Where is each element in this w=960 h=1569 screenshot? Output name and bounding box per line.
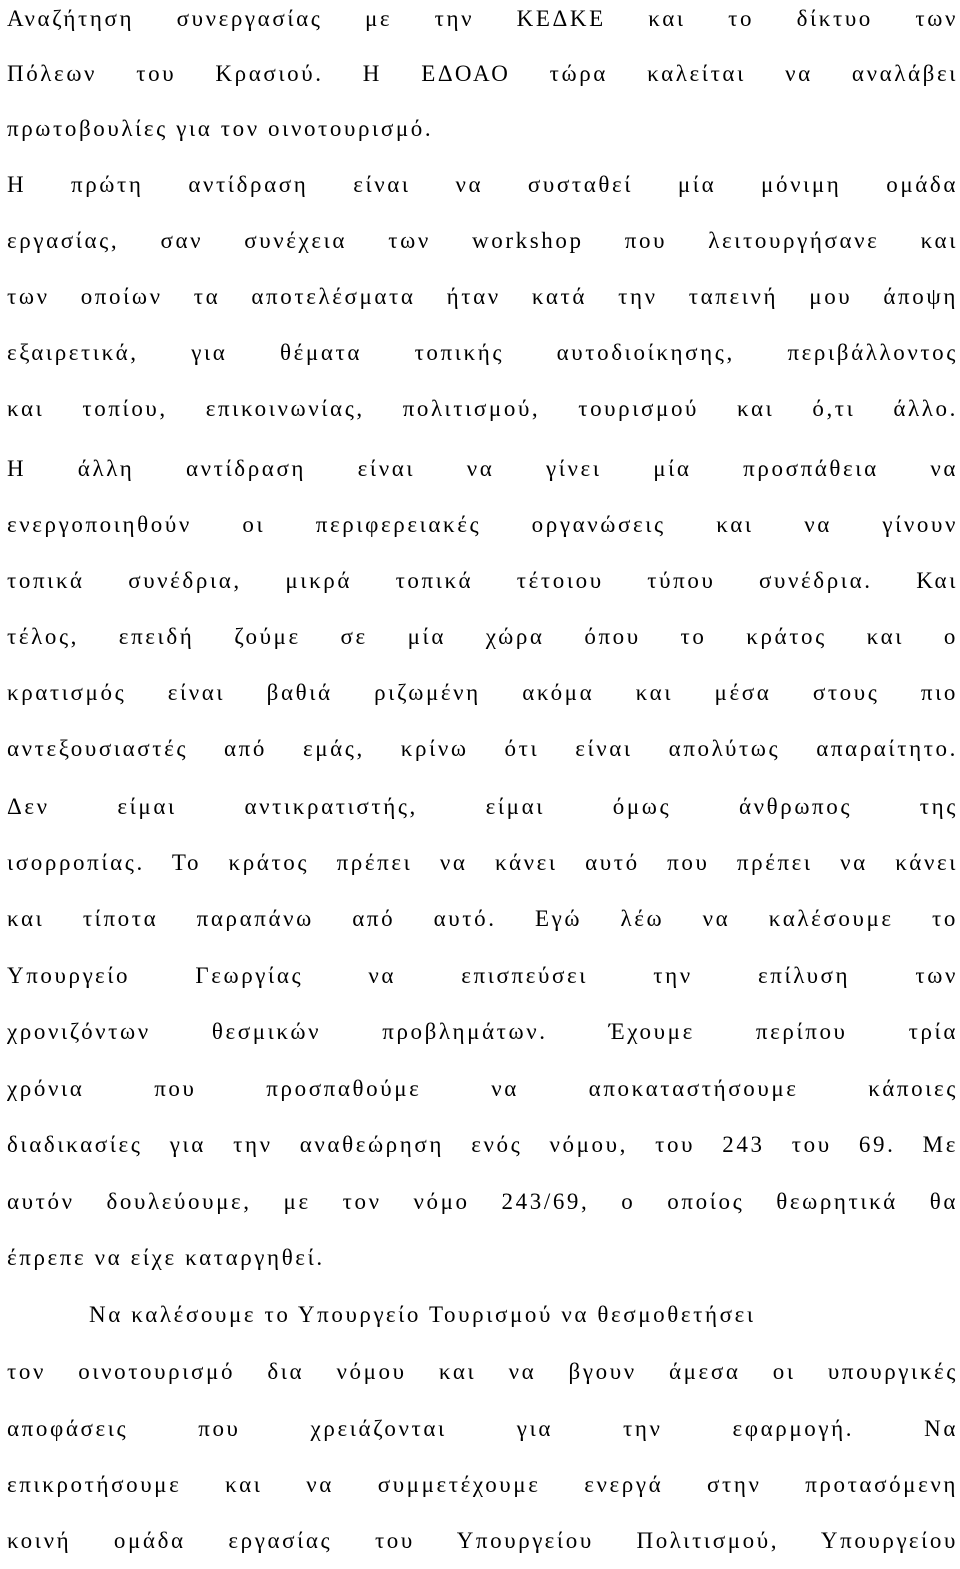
text-line: Αναζήτηση συνεργασίας με την ΚΕΔΚΕ και το δίκτυο των: [7, 6, 958, 31]
text-line: διαδικασίες για την αναθεώρηση ενός νόμου, του 243 του 69. Με: [7, 1132, 958, 1157]
text-line: Η άλλη αντίδραση είναι να γίνει μία προσπάθεια να: [7, 456, 958, 481]
text-line: αποφάσεις που χρειάζονται για την εφαρμογή. Να: [7, 1416, 958, 1441]
text-line: κοινή ομάδα εργασίας του Υπουργείου Πολιτισμού, Υπουργείου: [7, 1528, 958, 1553]
text-line: και τίποτα παραπάνω από αυτό. Εγώ λέω να καλέσουμε το: [7, 906, 958, 931]
text-line: Πόλεων του Κρασιού. Η ΕΔΟΑΟ τώρα καλείται να αναλάβει: [7, 61, 958, 86]
text-line: τέλος, επειδή ζούμε σε μία χώρα όπου το κράτος και ο: [7, 624, 958, 649]
text-line: αντεξουσιαστές από εμάς, κρίνω ότι είναι απολύτως απαραίτητο.: [7, 736, 958, 761]
text-line: αυτόν δουλεύουμε, με τον νόμο 243/69, ο οποίος θεωρητικά θα: [7, 1189, 958, 1214]
text-line: ισορροπίας. Το κράτος πρέπει να κάνει αυτό που πρέπει να κάνει: [7, 850, 958, 875]
text-line: πρωτοβουλίες για τον οινοτουρισμό.: [7, 116, 434, 141]
text-line: Η πρώτη αντίδραση είναι να συσταθεί μία μόνιμη ομάδα: [7, 172, 958, 197]
text-line: τον οινοτουρισμό δια νόμου και να βγουν άμεσα οι υπουργικές: [7, 1359, 958, 1384]
text-line: τοπικά συνέδρια, μικρά τοπικά τέτοιου τύπου συνέδρια. Και: [7, 568, 958, 593]
text-line: εξαιρετικά, για θέματα τοπικής αυτοδιοίκησης, περιβάλλοντος: [7, 340, 958, 365]
text-line: κρατισμός είναι βαθιά ριζωμένη ακόμα και μέσα στους πιο: [7, 680, 958, 705]
text-line: χρονιζόντων θεσμικών προβλημάτων. Έχουμε περίπου τρία: [7, 1019, 958, 1044]
text-line: των οποίων τα αποτελέσματα ήταν κατά την ταπεινή μου άποψη: [7, 284, 958, 309]
text-line: εργασίας, σαν συνέχεια των workshop που λειτουργήσανε και: [7, 228, 958, 253]
text-line: Υπουργείο Γεωργίας να επισπεύσει την επίλυση των: [7, 963, 958, 988]
text-line: και τοπίου, επικοινωνίας, πολιτισμού, τουρισμού και ό,τι άλλο.: [7, 396, 958, 421]
text-line: έπρεπε να είχε καταργηθεί.: [7, 1245, 325, 1270]
text-line: ενεργοποιηθούν οι περιφερειακές οργανώσεις και να γίνουν: [7, 512, 958, 537]
text-line: επικροτήσουμε και να συμμετέχουμε ενεργά στην προτασόμενη: [7, 1472, 958, 1497]
text-line: Δεν είμαι αντικρατιστής, είμαι όμως άνθρωπος της: [7, 794, 958, 819]
text-line: χρόνια που προσπαθούμε να αποκαταστήσουμε κάποιες: [7, 1076, 958, 1101]
text-line: Να καλέσουμε το Υπουργείο Τουρισμού να θεσμοθετήσει: [89, 1302, 756, 1327]
